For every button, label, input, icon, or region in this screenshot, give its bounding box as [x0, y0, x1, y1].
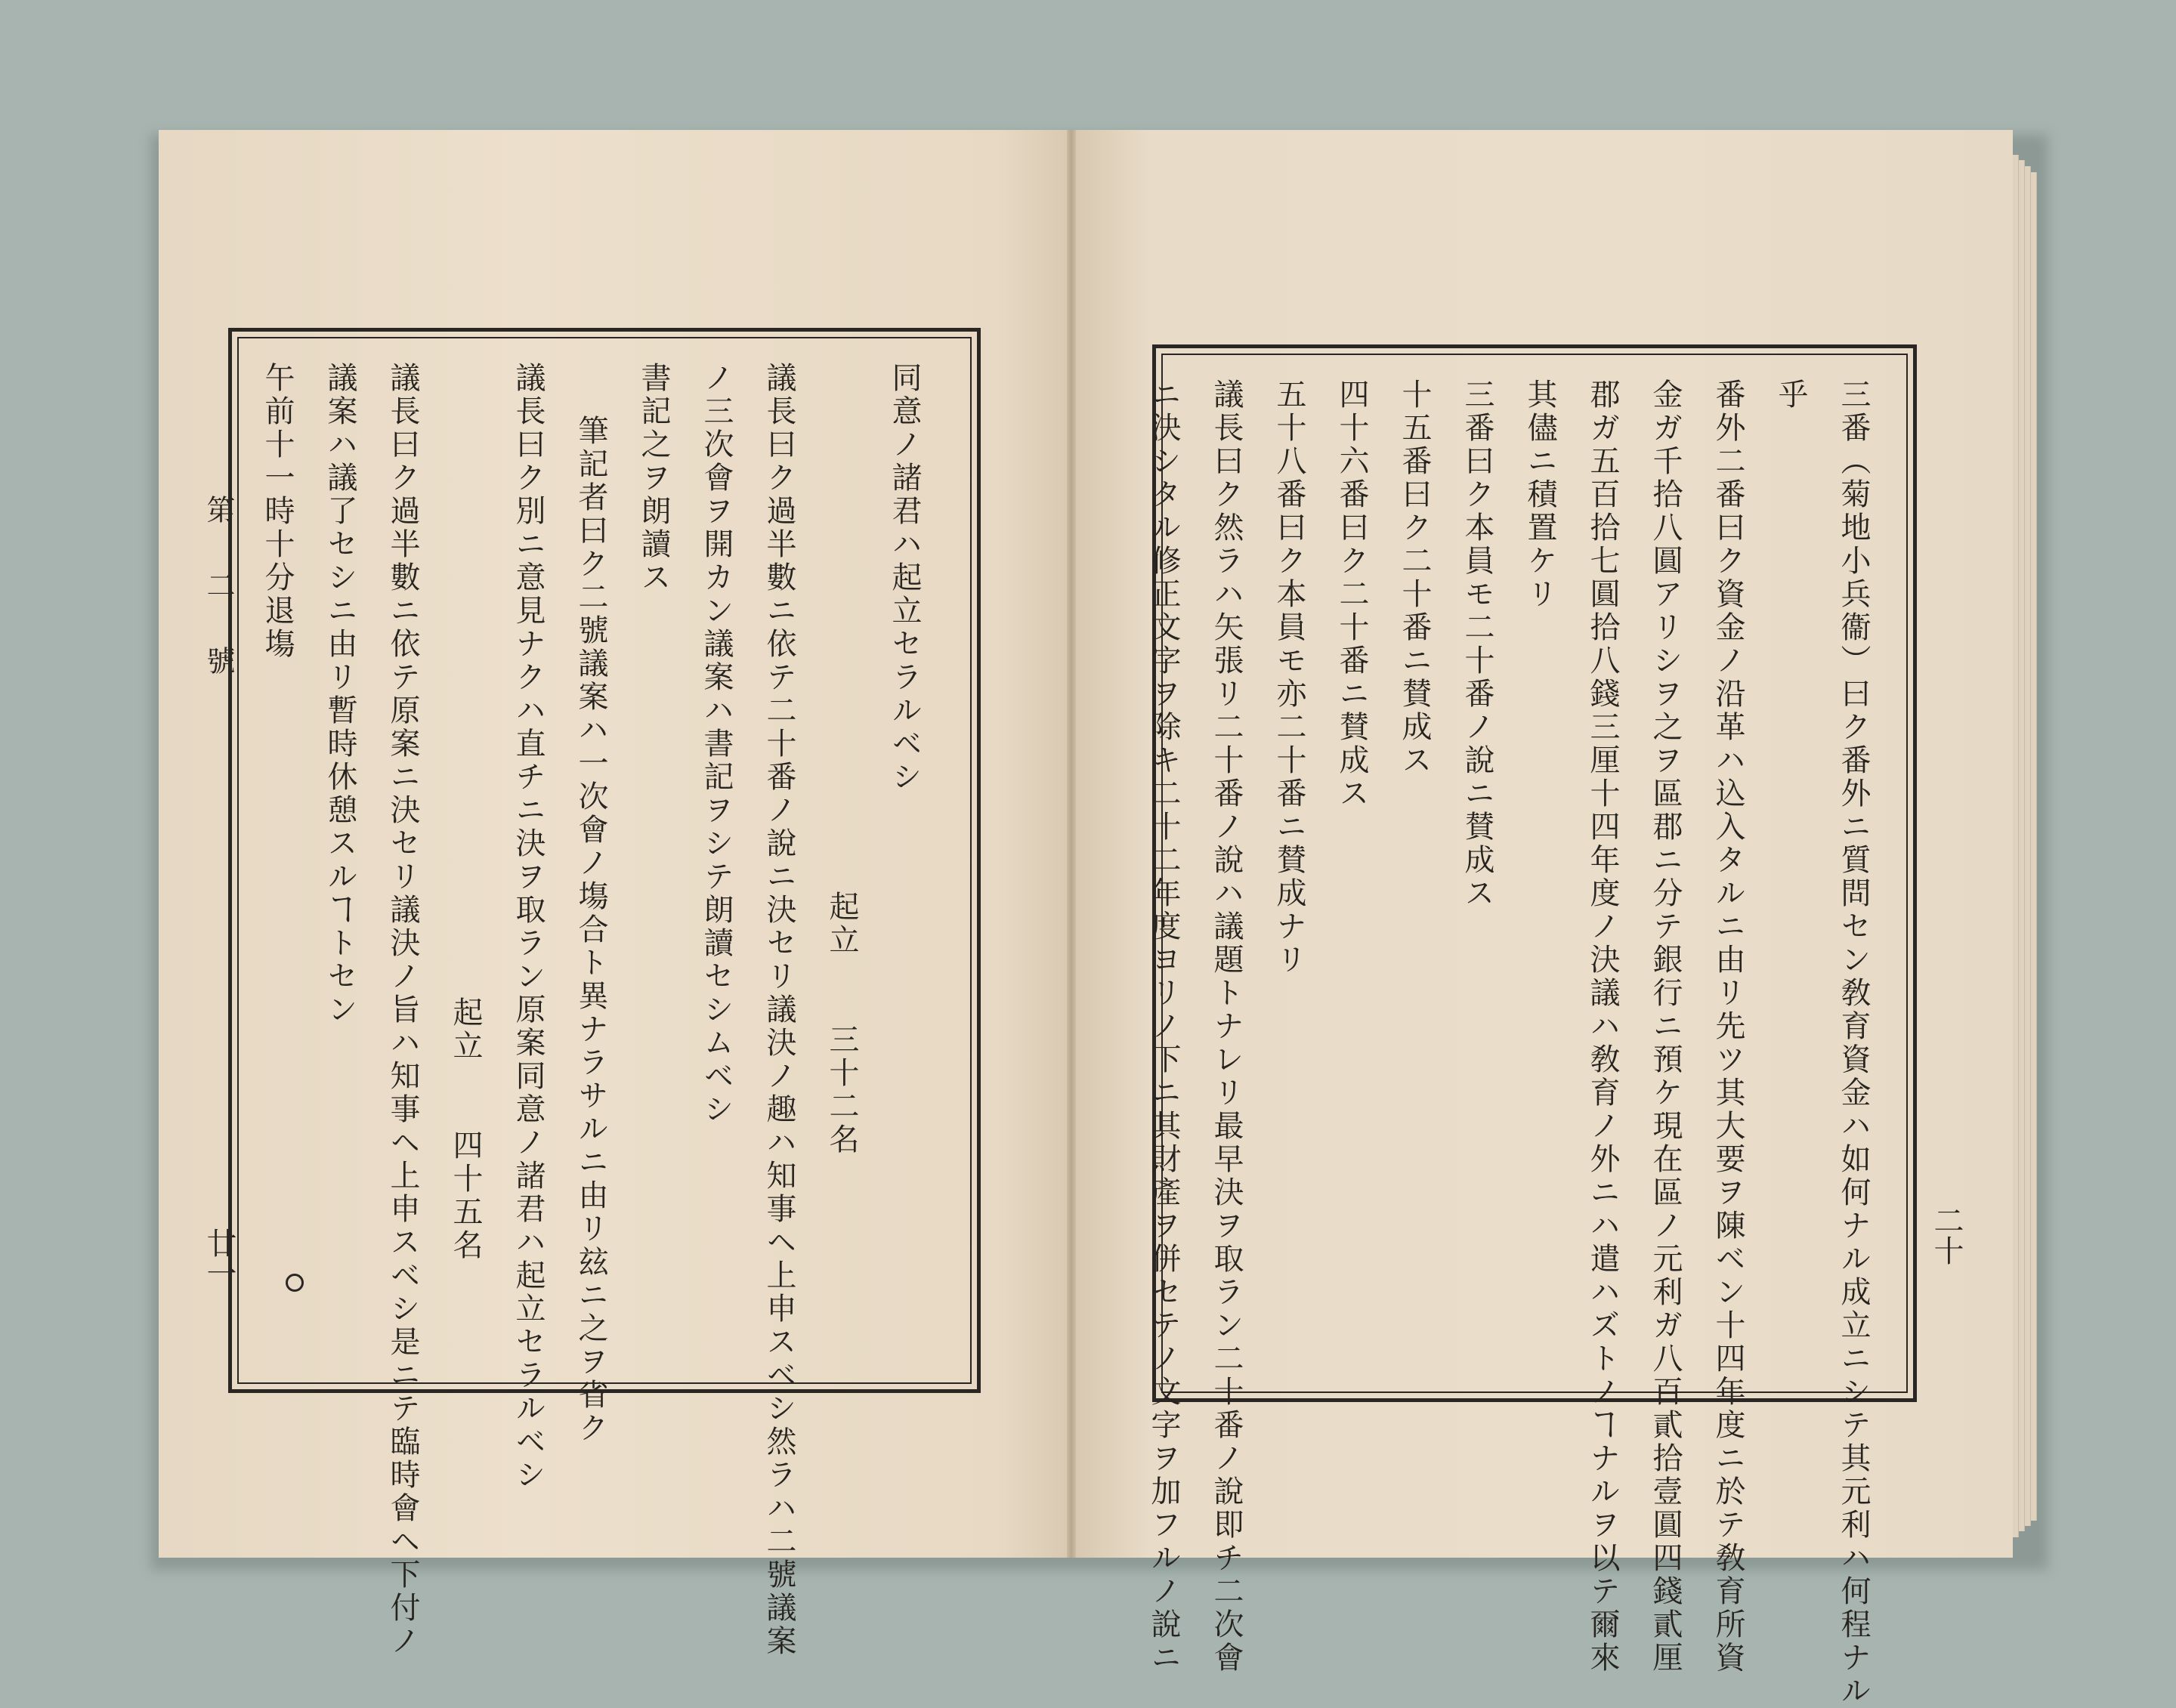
text-column: 議長曰ク過半數ニ依テ原案ニ決セリ議決ノ旨ハ知事ヘ上申スベシ是ニテ臨時會ヘ下付ノ	[385, 362, 420, 1658]
page-edge	[2013, 155, 2019, 1537]
left-text-body	[246, 362, 935, 1658]
text-column: 乎	[1773, 378, 1808, 412]
text-column: 三番（菊地小兵衞）曰ク番外ニ質問セン敎育資金ハ如何ナル成立ニシテ其元利ハ何程ナル	[1836, 378, 1871, 1708]
page-number-left: 廿一	[202, 1228, 236, 1288]
text-column: 筆記者曰ク二號議案ハ一次會ノ塲合ト異ナラサルニ由リ玆ニ之ヲ省ク	[573, 415, 608, 1445]
text-column: ニ決シタル修正文字ヲ除キ二十二年度ヨリノ下ニ其財產ヲ併セテノ文字ヲ加フルノ說ニ	[1146, 378, 1181, 1675]
page-edge	[2031, 172, 2037, 1521]
text-column: 四十六番曰ク二十番ニ賛成ス	[1334, 378, 1369, 811]
text-column: 起立 四十五名	[448, 996, 483, 1262]
end-circle-mark	[286, 1274, 304, 1292]
text-column: 書記之ヲ朗讀ス	[636, 362, 671, 595]
page-edge	[2025, 166, 2031, 1526]
text-column: 午前十一時十分退塲	[260, 362, 295, 661]
text-column: 三番曰ク本員モ二十番ノ說ニ賛成ス	[1460, 378, 1494, 910]
text-column: 五十八番曰ク本員モ亦二十番ニ賛成ナリ	[1272, 378, 1306, 977]
text-column: 議長曰ク別ニ意見ナクハ直チニ決ヲ取ラン原案同意ノ諸君ハ起立セラルベシ	[511, 362, 546, 1492]
right-text-body	[1132, 378, 1884, 1708]
text-column: 議長曰ク然ラハ矢張リ二十番ノ說ハ議題トナレリ最早決ヲ取ラン二十番ノ說即チ二次會	[1209, 378, 1244, 1675]
right-text-frame	[1146, 344, 1917, 1708]
text-column: 起立 三十二名	[824, 891, 859, 1157]
text-column: 番外二番曰ク資金ノ沿革ハ込入タルニ由リ先ツ其大要ヲ陳ベン十四年度ニ於テ敎育所資	[1711, 378, 1745, 1675]
text-column: 議長曰ク過半數ニ依テ二十番ノ說ニ決セリ議決ノ趣ハ知事ヘ上申スベシ然ラハ二號議案	[762, 362, 796, 1658]
page-number-right: 二十	[1929, 1205, 1964, 1265]
text-column: 議案ハ議了セシニ由リ暫時休憩スルヿトセン	[323, 362, 357, 1027]
running-title: 第二號	[202, 495, 235, 721]
left-text-frame	[228, 328, 981, 1658]
text-column: 同意ノ諸君ハ起立セラルベシ	[887, 362, 922, 794]
book-gutter	[1067, 130, 1076, 1558]
page-edge	[2019, 160, 2025, 1531]
text-column: 十五番曰ク二十番ニ賛成ス	[1397, 378, 1432, 777]
text-column: ノ三次會ヲ開カン議案ハ書記ヲシテ朗讀セシムベシ	[699, 362, 734, 1126]
text-column: 其儘ニ積置ケリ	[1522, 378, 1557, 611]
text-column: 郡ガ五百拾七圓拾八錢三厘十四年度ノ決議ハ敎育ノ外ニハ遣ハズトノヿナルヲ以テ爾來	[1585, 378, 1620, 1675]
text-column: 金ガ千拾八圓アリシヲ之ヲ區郡ニ分テ銀行ニ預ケ現在區ノ元利ガ八百貳拾壹圓四錢貳厘	[1648, 378, 1683, 1675]
